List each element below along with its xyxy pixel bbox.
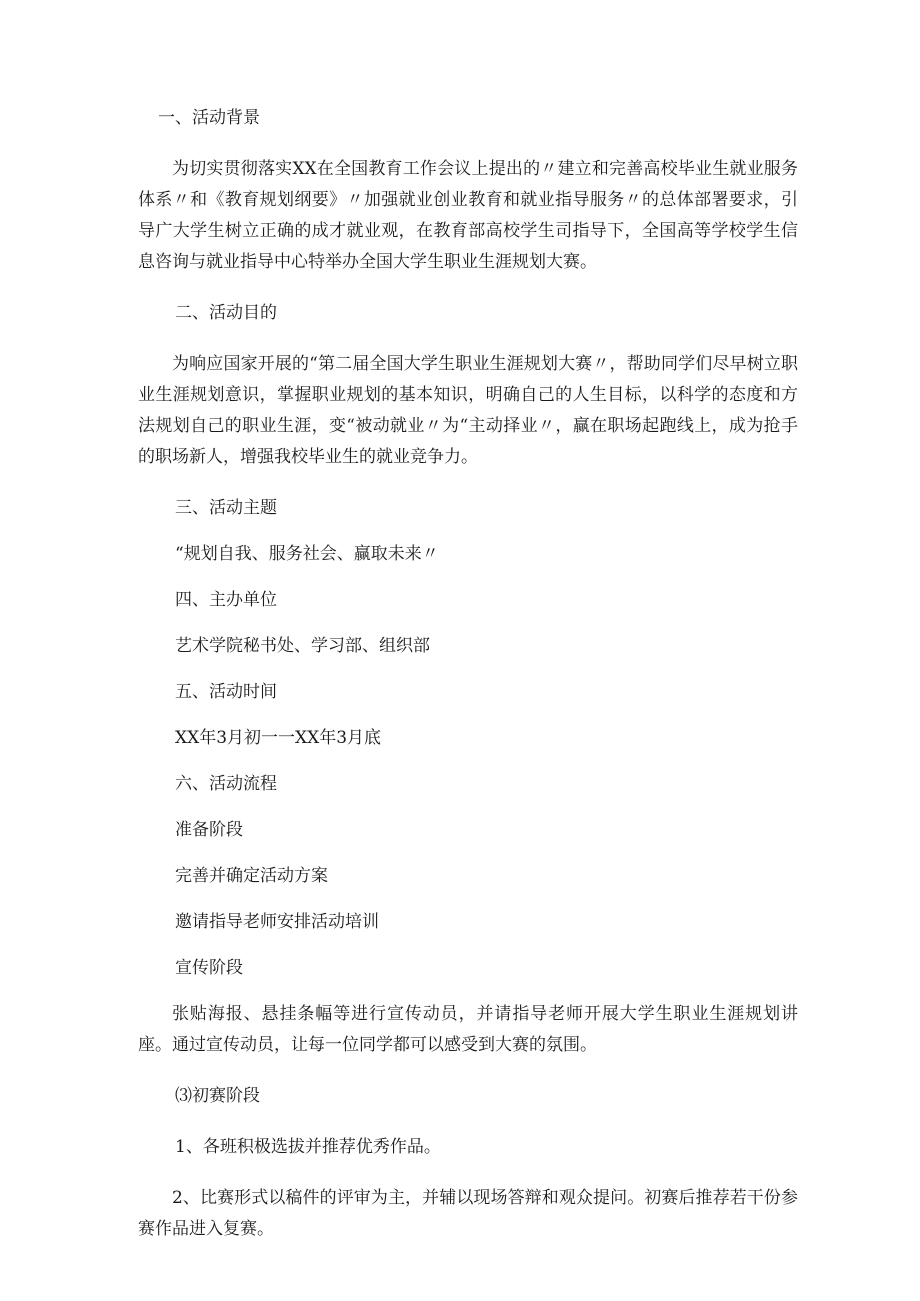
- heading-activity-purpose: 二、活动目的: [175, 303, 277, 323]
- heading-activity-process: 六、活动流程: [175, 774, 277, 794]
- list-item-invite-instructors: 邀请指导老师安排活动培训: [175, 912, 379, 932]
- paragraph-activity-background: 为切实贯彻落实XX在全国教育工作会议上提出的〃建立和完善高校毕业生就业服务体系〃和《教育规划纲要》〃加强就业创业教育和就业指导服务〃的总体部署要求，引导广大学生树立正确的成才就业观，在教育部高校学生司指导下，全国高等学校学生信息咨询与就业指导中心特举办全国大学生职业生涯规划大赛。: [138, 159, 798, 272]
- text-preliminary-stage: ⑶初赛阶段: [175, 1086, 260, 1106]
- heading-organizer: 四、主办单位: [175, 590, 277, 610]
- text-promotion-stage: 宣传阶段: [175, 958, 243, 978]
- paragraph-competition-format: 2、比赛形式以稿件的评审为主，并辅以现场答辩和观众提问。初赛后推荐若干份参赛作品进入复赛。: [138, 1188, 798, 1239]
- paragraph-activity-purpose: 为响应国家开展的“第二届全国大学生职业生涯规划大赛〃，帮助同学们尽早树立职业生涯规划意识，掌握职业规划的基本知识，明确自己的人生目标，以科学的态度和方法规划自己的职业生涯，变“被动就业〃为“主动择业〃，赢在职场起跑线上，成为抢手的职场新人，增强我校毕业生的就业竞争力。: [138, 354, 798, 467]
- list-item-finalize-plan: 完善并确定活动方案: [175, 866, 328, 886]
- heading-activity-time: 五、活动时间: [175, 682, 277, 702]
- text-activity-time: XX年3月初一一XX年3月底: [175, 728, 382, 748]
- heading-activity-theme: 三、活动主题: [175, 498, 277, 518]
- document-body: [138, 103, 798, 1245]
- list-item-class-selection: 1、各班积极选拔并推荐优秀作品。: [175, 1137, 441, 1157]
- paragraph-promotion: 张贴海报、悬挂条幅等进行宣传动员，并请指导老师开展大学生职业生涯规划讲座。通过宣传动员，让每一位同学都可以感受到大赛的氛围。: [138, 1004, 798, 1055]
- text-organizer: 艺术学院秘书处、学习部、组织部: [175, 636, 430, 656]
- text-preparation-stage: 准备阶段: [175, 820, 243, 840]
- text-activity-theme: “规划自我、服务社会、赢取未来〃: [175, 544, 439, 564]
- heading-activity-background: 一、活动背景: [158, 108, 260, 128]
